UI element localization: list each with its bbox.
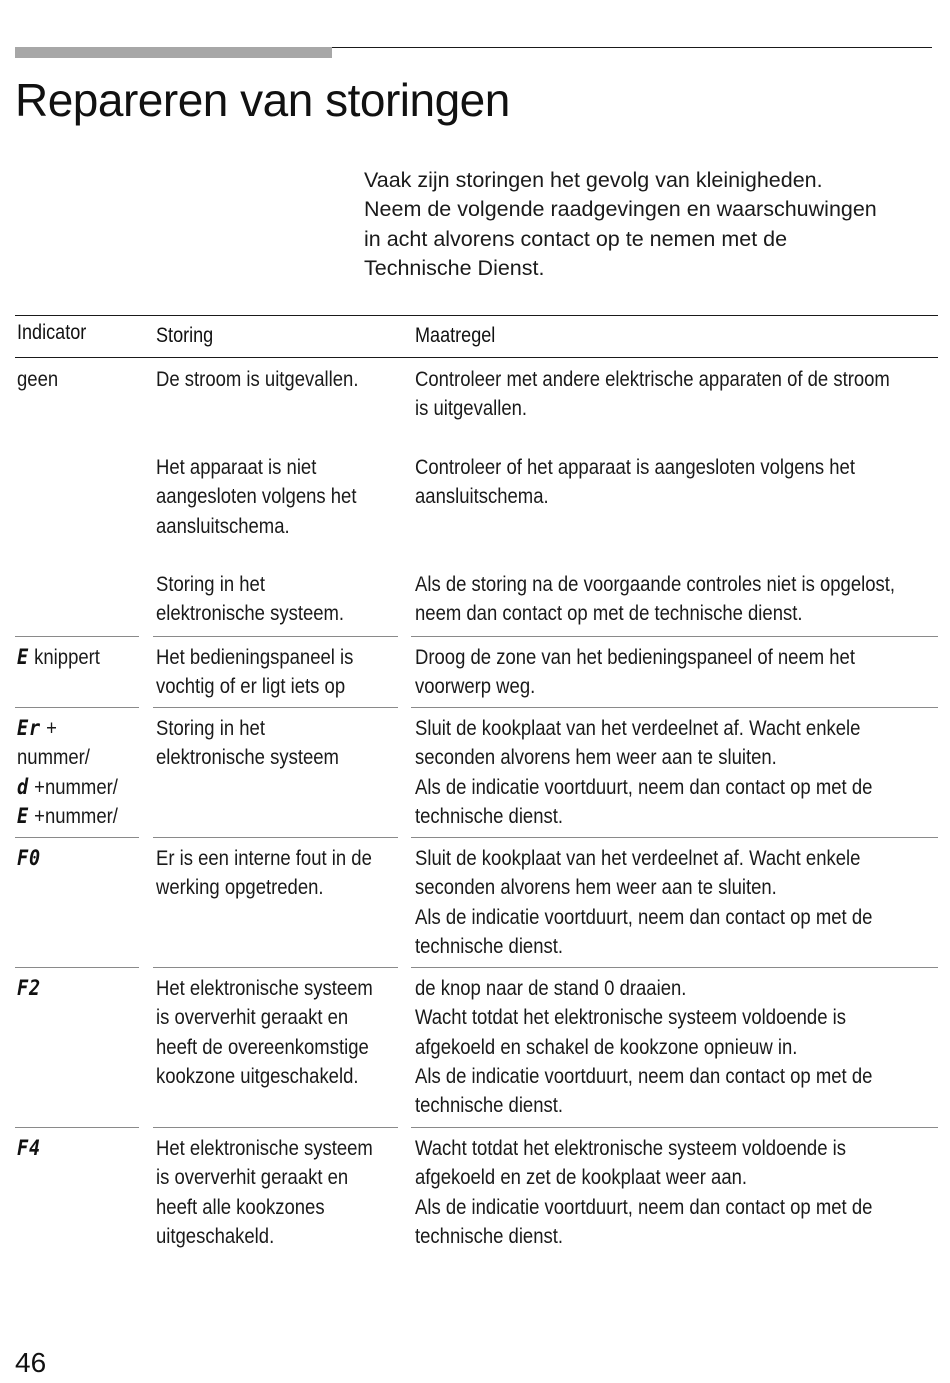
row-indicator <box>17 1134 41 1163</box>
display-symbol: F4 <box>17 1136 41 1161</box>
row-indicator <box>17 844 41 873</box>
display-symbol: F0 <box>17 846 41 871</box>
row-divider <box>15 636 139 637</box>
table-header-top-rule <box>15 315 938 316</box>
intro-paragraph <box>364 166 944 283</box>
page-number: 46 <box>15 1347 47 1378</box>
column-header-maatregel: Maatregel <box>415 324 496 347</box>
intro-line: Vaak zijn storingen het gevolg van kleinigheden. <box>364 168 823 192</box>
row-divider <box>153 636 398 637</box>
row-maatregel: Wacht totdat het elektronische systeem voldoende is afgekoeld en zet de kookplaat weer aan. Als de indicatie voortduurt, neem dan contact op met de technische dienst. <box>415 1136 873 1248</box>
header-rule <box>332 47 932 48</box>
row-divider <box>153 967 398 968</box>
row-divider <box>15 837 139 838</box>
row-indicator: E knippert <box>17 645 100 670</box>
column-header-storing: Storing <box>156 324 214 347</box>
header-accent-bar <box>15 47 332 58</box>
row-divider <box>411 837 938 838</box>
display-symbol: d <box>17 774 29 800</box>
row-divider <box>153 707 398 708</box>
row-divider <box>411 636 938 637</box>
display-symbol: E <box>17 803 29 829</box>
row-divider <box>153 837 398 838</box>
intro-line: in acht alvorens contact op te nemen met de <box>364 226 788 251</box>
row-indicator <box>17 974 41 1003</box>
row-storing: Het bedieningspaneel is vochtig of er ligt iets op <box>156 645 354 699</box>
column-header-indicator: Indicator <box>17 321 87 344</box>
intro-line: Neem de volgende raadgevingen en waarschuwingen <box>364 197 877 222</box>
row-divider <box>411 707 938 708</box>
row-storing: Het apparaat is niet aangesloten volgens het aansluitschema. <box>156 455 357 538</box>
row-divider <box>15 967 139 968</box>
row-storing: Het elektronische systeem is oververhit geraakt en heeft de overeenkomstige kookzone uitgeschakeld. <box>156 976 373 1088</box>
row-maatregel: Controleer met andere elektrische apparaten of de stroom is uitgevallen. <box>415 367 890 421</box>
display-symbol: Er <box>17 716 41 741</box>
row-divider <box>15 1127 139 1128</box>
row-maatregel: Droog de zone van het bedieningspaneel of neem het voorwerp weg. <box>415 645 855 699</box>
row-storing: Er is een interne fout in de werking opgetreden. <box>156 846 372 900</box>
row-divider <box>153 1127 398 1128</box>
row-maatregel: Als de storing na de voorgaande controles niet is opgelost, neem dan contact op met de technische dienst. <box>415 572 896 626</box>
row-storing: Storing in het elektronische systeem. <box>156 572 345 626</box>
table-header-bottom-rule <box>15 357 938 358</box>
row-maatregel: Sluit de kookplaat van het verdeelnet af. Wacht enkele seconden alvorens hem weer aan te sluiten. Als de indicatie voortduurt, neem dan contact op met de technische dienst. <box>415 846 873 958</box>
page-title: Repareren van storingen <box>15 74 510 126</box>
row-maatregel: Controleer of het apparaat is aangesloten volgens het aansluitschema. <box>415 455 855 509</box>
display-symbol: F2 <box>17 976 41 1001</box>
row-storing: Storing in het elektronische systeem <box>156 716 339 770</box>
row-indicator: Er + nummer/ d +nummer/ E +nummer/ <box>17 716 118 829</box>
row-divider <box>411 1127 938 1128</box>
intro-line: Technische Dienst. <box>364 255 545 280</box>
row-maatregel: Sluit de kookplaat van het verdeelnet af. Wacht enkele seconden alvorens hem weer aan te sluiten. Als de indicatie voortduurt, neem dan contact op met de technische dienst. <box>415 716 873 828</box>
row-maatregel: de knop naar de stand 0 draaien. Wacht totdat het elektronische systeem voldoende is afgekoeld en schakel de kookzone opnieuw in. Als de indicatie voortduurt, neem dan contact op met de technische dienst. <box>415 976 873 1118</box>
row-storing: Het elektronische systeem is oververhit geraakt en heeft alle kookzones uitgeschakeld. <box>156 1136 373 1248</box>
row-indicator: geen <box>17 367 59 391</box>
row-storing: De stroom is uitgevallen. <box>156 367 359 391</box>
row-divider <box>15 707 139 708</box>
display-symbol: E <box>17 645 29 670</box>
row-divider <box>411 967 938 968</box>
